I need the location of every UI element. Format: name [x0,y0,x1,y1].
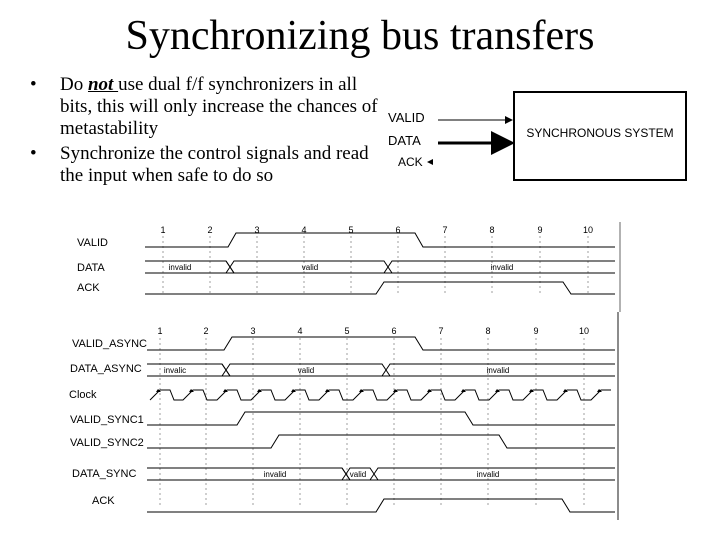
tick-label: 1 [160,225,166,235]
tick-label: 6 [395,225,401,235]
block-ack-label: ACK [398,155,423,169]
tick-label: 1 [157,326,163,336]
valid-sync2-waveform [147,435,615,448]
bullet-marker: • [30,74,37,95]
tick-label: 9 [533,326,539,336]
data-sync-segment-1 [147,468,350,480]
data-async-segment-1 [147,364,230,376]
tick-label: 8 [489,225,495,235]
data-segment-label: invalid [168,263,192,272]
data-sync-label: invalid [476,470,500,479]
block-data-label: DATA [388,133,421,148]
signal-label-valid: VALID [77,237,108,249]
clock-waveform [150,390,611,400]
bullet-emphasis: not [87,74,119,95]
valid-sync1-waveform [147,412,615,425]
synchronous-system-label: SYNCHRONOUS SYSTEM [526,126,674,140]
tick-label: 6 [391,326,397,336]
slide-title: Synchronizing bus transfers [125,13,595,59]
tick-label: 2 [203,326,209,336]
signal-label-valid-async: VALID_ASYNC [72,338,147,350]
data-async-label: invalic [163,366,187,375]
bullet-text-start: Do [60,74,88,95]
data-segment-label: invalid [490,263,514,272]
tick-label: 9 [537,225,543,235]
signal-label-data-async: DATA_ASYNC [70,363,142,375]
data-sync-label: valid [349,470,367,479]
signal-label-ack: ACK [77,282,100,294]
valid-waveform [145,233,615,247]
data-sync-label: invalid [263,470,287,479]
timing-diagram-1 [77,222,620,312]
timing1-gridlines [163,236,588,296]
signal-label-valid-sync1: VALID_SYNC1 [70,414,144,426]
signal-label-valid-sync2: VALID_SYNC2 [70,437,144,449]
data-async-label: valid [297,366,315,375]
data-segment-label: valid [301,263,319,272]
tick-label: 5 [344,326,350,336]
ack-2-waveform [147,499,615,512]
bullet-marker: • [30,143,37,164]
data-async-label: invalid [486,366,510,375]
tick-label: 7 [438,326,444,336]
tick-label: 4 [301,225,307,235]
signal-label-data: DATA [77,262,105,274]
timing2-ticks [157,326,589,336]
tick-label: 3 [254,225,260,235]
block-diagram [388,92,686,180]
tick-label: 5 [348,225,354,235]
tick-label: 7 [442,225,448,235]
valid-async-waveform [147,337,615,350]
timing-diagram-2 [69,312,618,520]
tick-label: 10 [582,225,594,235]
tick-label: 10 [578,326,590,336]
signal-label-data-sync: DATA_SYNC [72,468,137,480]
signal-label-ack-2: ACK [92,495,115,507]
bullet-text: Synchronize the control signals and read the input when safe to do so [60,143,369,186]
tick-label: 2 [207,225,213,235]
signal-label-clock: Clock [69,389,97,401]
block-valid-label: VALID [388,110,425,125]
tick-label: 3 [250,326,256,336]
tick-label: 4 [297,326,303,336]
bullet-text-rest: use dual f/f synchronizers in all bits, this will only increase the chances of metastability [60,74,378,139]
ack-waveform [145,282,615,294]
tick-label: 8 [485,326,491,336]
ack-arrow [427,159,433,165]
